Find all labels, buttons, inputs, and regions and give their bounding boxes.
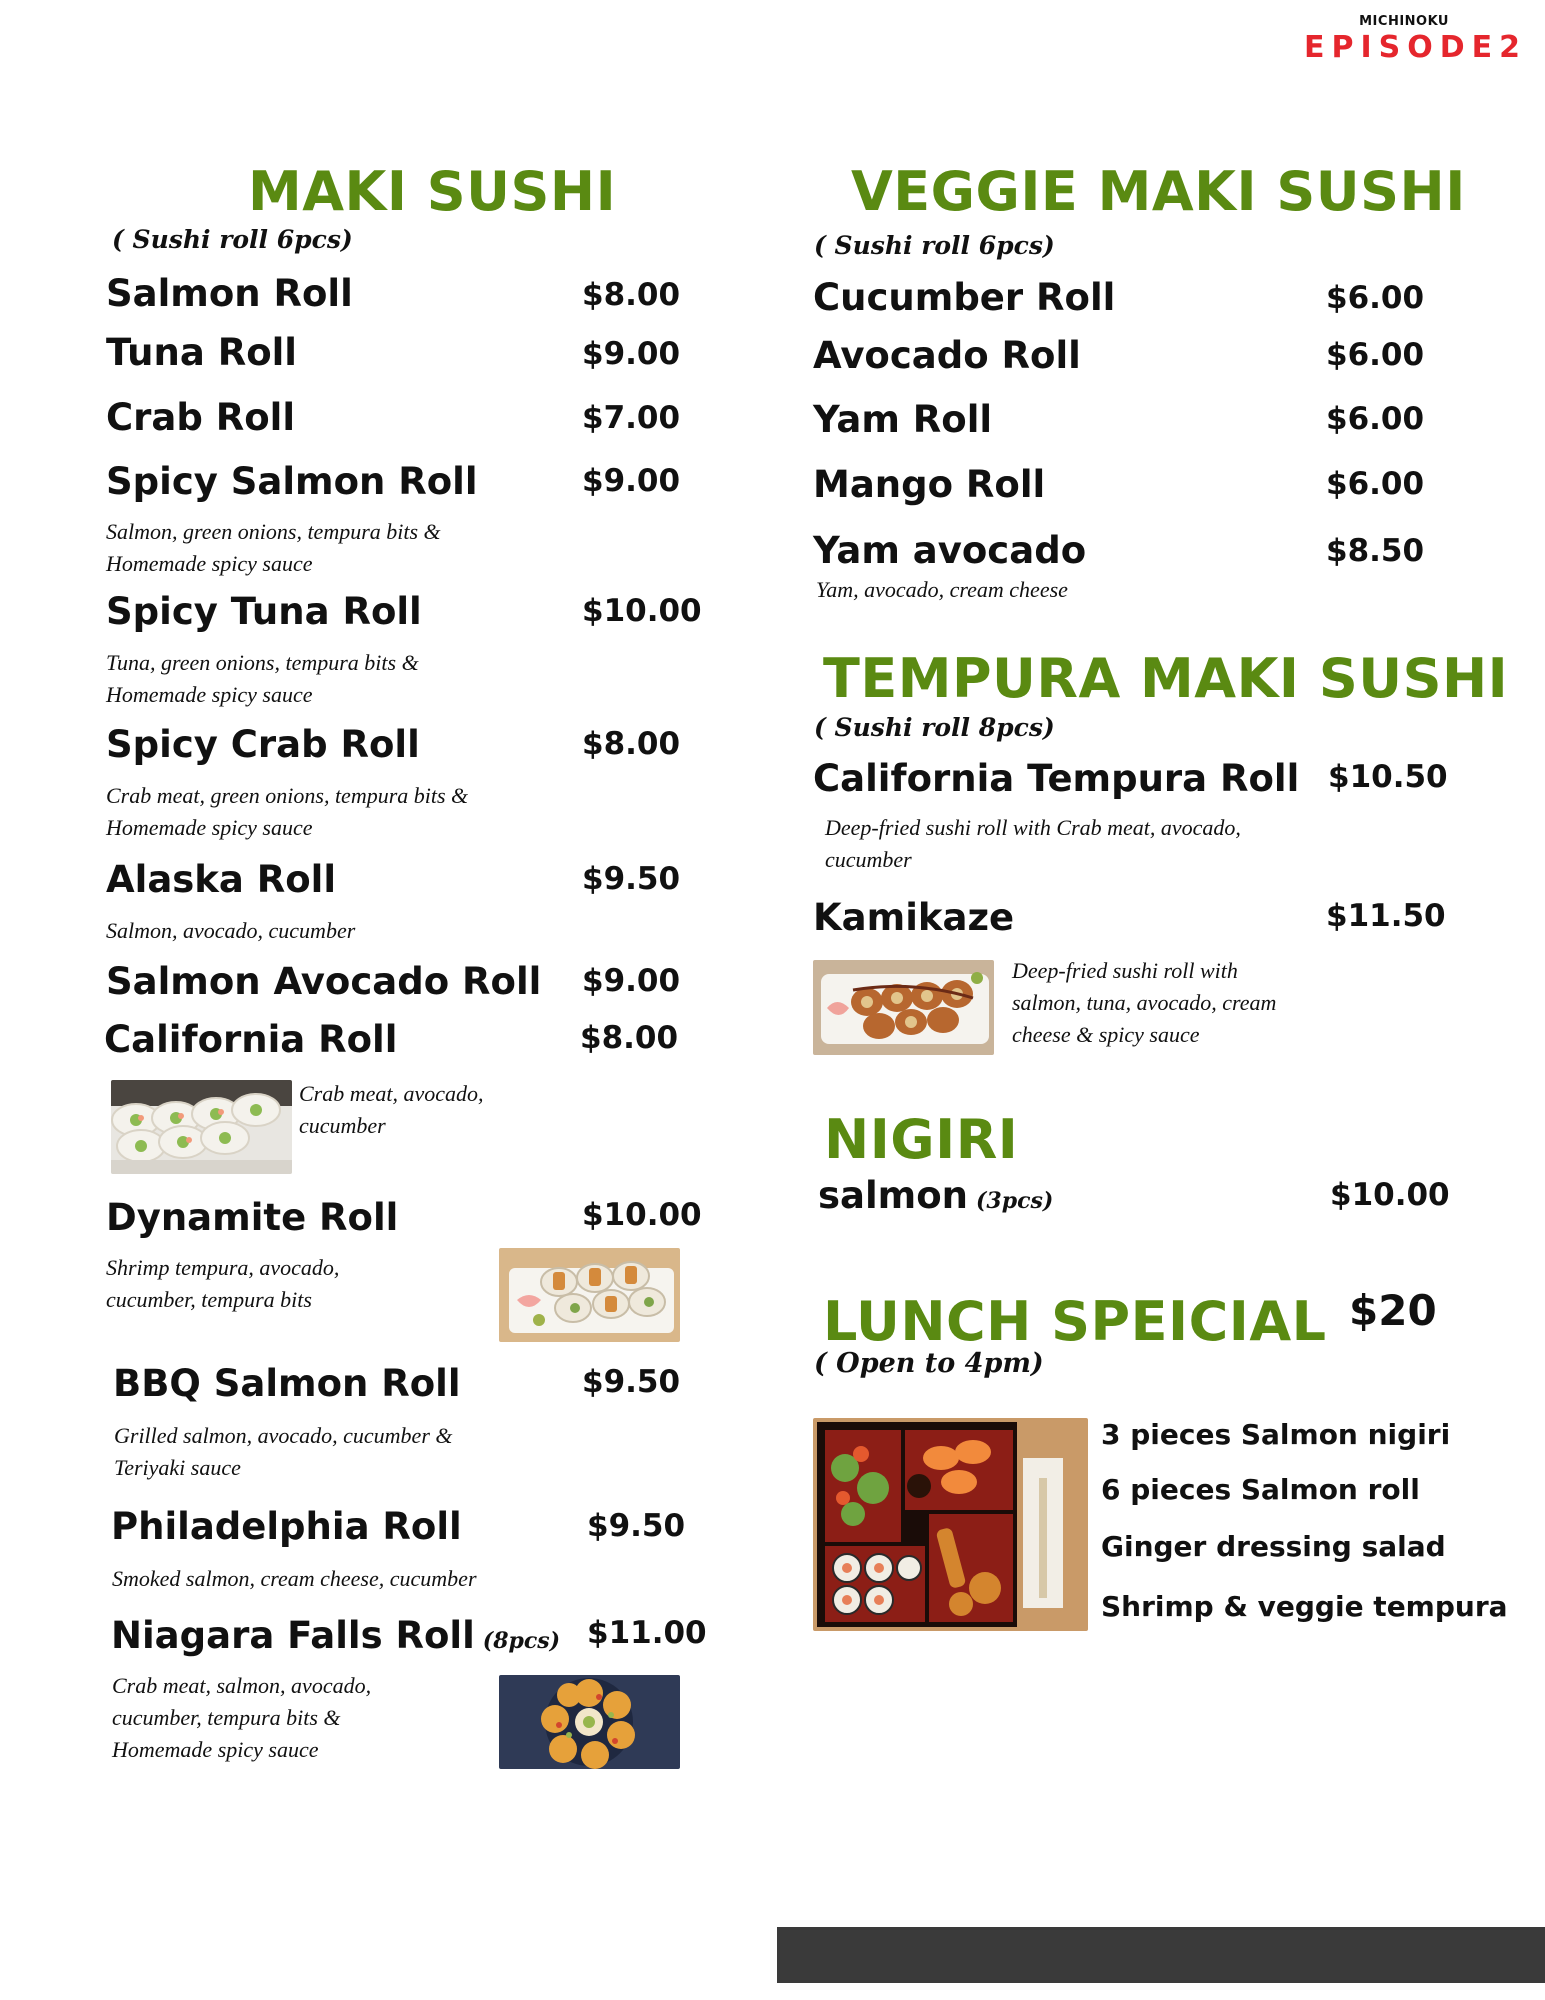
dynamite-roll-photo — [499, 1248, 680, 1342]
california-roll-photo — [111, 1080, 292, 1174]
menu-item-name: Crab Roll — [106, 396, 296, 439]
menu-item-description: Crab meat, salmon, avocado, cucumber, tempura bits & Homemade spicy sauce — [112, 1673, 372, 1762]
bento-box-photo — [813, 1418, 1088, 1631]
niagara-falls-roll-photo — [499, 1675, 680, 1769]
piece-count: (3pcs) — [976, 1188, 1054, 1214]
menu-item-price: $11.00 — [587, 1615, 707, 1651]
menu-item-description: Deep-fried sushi roll with Crab meat, avocado, cucumber — [825, 815, 1241, 872]
menu-item-name: Yam Roll — [813, 398, 993, 441]
tempura-section-title: TEMPURA MAKI SUSHI — [823, 647, 1509, 710]
menu-item-description: Crab meat, green onions, tempura bits & Homemade spicy sauce — [106, 783, 469, 840]
menu-item-name: salmon (3pcs) — [818, 1174, 1054, 1217]
maki-subtitle: ( Sushi roll 6pcs) — [112, 225, 353, 254]
menu-item-price: $6.00 — [1326, 280, 1425, 316]
menu-item-name: Philadelphia Roll — [111, 1505, 462, 1548]
kamikaze-roll-photo — [813, 960, 994, 1055]
menu-item-name: Alaska Roll — [106, 858, 337, 901]
menu-item-description: Grilled salmon, avocado, cucumber & Teriyaki sauce — [114, 1423, 453, 1480]
menu-item-price: $9.50 — [587, 1508, 686, 1544]
menu-item-price: $9.00 — [582, 963, 681, 999]
brand-name-large: EPISODE2 — [1303, 30, 1527, 65]
brand-name-small: MICHINOKU — [1359, 14, 1449, 29]
nigiri-section-title: NIGIRI — [824, 1108, 1019, 1171]
menu-item-description: Shrimp tempura, avocado, cucumber, tempura bits — [106, 1255, 340, 1312]
lunch-item: 3 pieces Salmon nigiri — [1101, 1418, 1451, 1451]
menu-item-price: $10.50 — [1328, 759, 1448, 795]
menu-item-name: Niagara Falls Roll (8pcs) — [111, 1614, 561, 1657]
lunch-item: 6 pieces Salmon roll — [1101, 1473, 1420, 1506]
menu-item-price: $8.50 — [1326, 533, 1425, 569]
lunch-price: $20 — [1349, 1286, 1437, 1335]
lunch-item: Ginger dressing salad — [1101, 1530, 1446, 1563]
menu-item-name: Salmon Avocado Roll — [106, 960, 542, 1003]
menu-item-name: Dynamite Roll — [106, 1196, 399, 1239]
menu-item-price: $8.00 — [580, 1020, 679, 1056]
menu-item-name: BBQ Salmon Roll — [113, 1362, 461, 1405]
menu-item-price: $7.00 — [582, 400, 681, 436]
menu-item-description: Tuna, green onions, tempura bits & Homemade spicy sauce — [106, 650, 419, 707]
menu-item-name: Salmon Roll — [106, 272, 353, 315]
menu-item-description: Salmon, green onions, tempura bits & Homemade spicy sauce — [106, 519, 441, 576]
menu-item-name: Spicy Tuna Roll — [106, 590, 422, 633]
menu-item-price: $10.00 — [582, 593, 702, 629]
menu-item-name: Spicy Salmon Roll — [106, 460, 478, 503]
menu-item-name: Spicy Crab Roll — [106, 723, 420, 766]
menu-item-name: Kamikaze — [813, 896, 1015, 939]
footer-bar — [777, 1927, 1545, 1983]
menu-item-price: $10.00 — [582, 1197, 702, 1233]
lunch-item: Shrimp & veggie tempura — [1101, 1590, 1508, 1623]
menu-item-description: Yam, avocado, cream cheese — [816, 577, 1068, 602]
menu-item-price: $6.00 — [1326, 466, 1425, 502]
piece-count: (8pcs) — [482, 1628, 561, 1654]
menu-item-price: $8.00 — [582, 277, 681, 313]
menu-item-name: Avocado Roll — [813, 334, 1081, 377]
menu-item-description: Salmon, avocado, cucumber — [106, 918, 356, 943]
menu-item-price: $9.50 — [582, 861, 681, 897]
lunch-section-title: LUNCH SPEICIAL — [823, 1290, 1327, 1353]
menu-item-name: California Tempura Roll — [813, 757, 1300, 800]
menu-item-name: Yam avocado — [813, 529, 1087, 572]
veggie-subtitle: ( Sushi roll 6pcs) — [814, 231, 1055, 260]
menu-item-name: Mango Roll — [813, 463, 1046, 506]
menu-item-price: $6.00 — [1326, 401, 1425, 437]
menu-item-name: Tuna Roll — [106, 331, 297, 374]
menu-item-description: Deep-fried sushi roll with salmon, tuna, avocado, cream cheese & spicy sauce — [1012, 958, 1277, 1047]
veggie-section-title: VEGGIE MAKI SUSHI — [851, 160, 1466, 223]
menu-item-price: $11.50 — [1326, 898, 1446, 934]
menu-item-name: California Roll — [104, 1018, 398, 1061]
menu-item-name: Cucumber Roll — [813, 276, 1116, 319]
menu-item-price: $9.00 — [582, 463, 681, 499]
menu-item-price: $9.50 — [582, 1364, 681, 1400]
menu-item-price: $6.00 — [1326, 337, 1425, 373]
menu-item-price: $8.00 — [582, 726, 681, 762]
menu-item-price: $10.00 — [1330, 1177, 1450, 1213]
lunch-subtitle: ( Open to 4pm) — [814, 1348, 1044, 1379]
menu-item-description: Smoked salmon, cream cheese, cucumber — [112, 1566, 477, 1591]
menu-item-description: Crab meat, avocado, cucumber — [299, 1081, 484, 1138]
menu-item-price: $9.00 — [582, 336, 681, 372]
tempura-subtitle: ( Sushi roll 8pcs) — [814, 713, 1055, 742]
maki-section-title: MAKI SUSHI — [248, 160, 617, 223]
